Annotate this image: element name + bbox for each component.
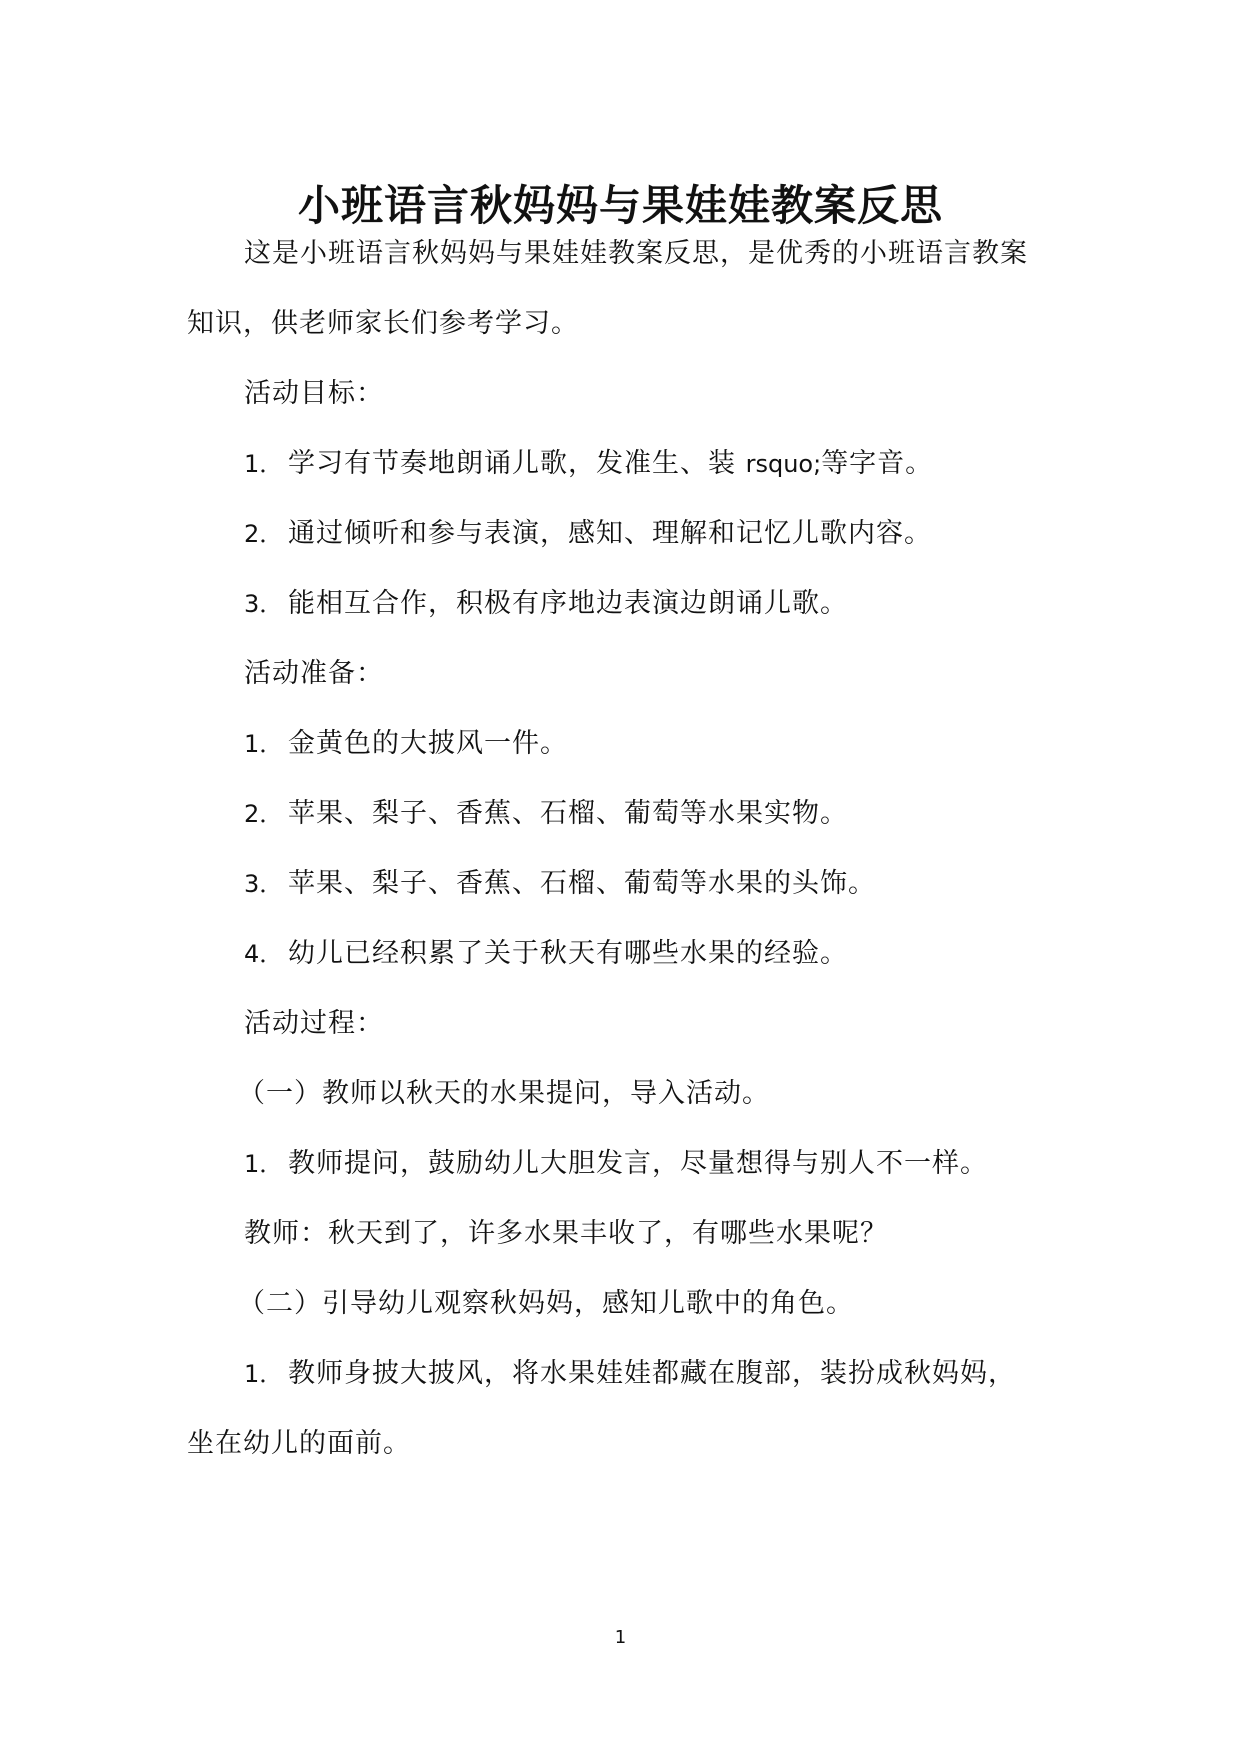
process-section-2-item-1-text: 教师身披大披风，将水果娃娃都藏在腹部，装扮成秋妈妈， — [288, 1358, 1016, 1389]
goal-item-3-number: 3． — [244, 590, 284, 618]
goal-item-1-latin-text: rsquo; — [745, 450, 822, 478]
goal-item-1-number: 1． — [244, 450, 284, 478]
process-heading: 活动过程： — [244, 1008, 384, 1039]
process-section-1-item-1-number: 1． — [244, 1150, 284, 1178]
page-number: 1 — [614, 1627, 627, 1648]
goal-item-2 — [244, 516, 932, 552]
process-section-1-item-1 — [244, 1146, 988, 1182]
preparation-item-4-text: 幼儿已经积累了关于秋天有哪些水果的经验。 — [288, 938, 848, 969]
process-section-1-heading: （一）教师以秋天的水果提问，导入活动。 — [238, 1078, 770, 1109]
process-section-2-item-1-continuation: 坐在幼儿的面前。 — [187, 1428, 411, 1459]
process-section-1-item-1-text: 教师提问，鼓励幼儿大胆发言，尽量想得与别人不一样。 — [288, 1148, 988, 1179]
preparation-item-2 — [244, 796, 848, 832]
intro-line-1: 这是小班语言秋妈妈与果娃娃教案反思，是优秀的小班语言教案 — [244, 238, 1028, 269]
preparation-item-3-number: 3． — [244, 870, 284, 898]
goal-item-1-text-before: 学习有节奏地朗诵儿歌，发准生、装 — [288, 448, 746, 479]
process-section-2-heading: （二）引导幼儿观察秋妈妈，感知儿歌中的角色。 — [238, 1288, 854, 1319]
preparation-item-2-text: 苹果、梨子、香蕉、石榴、葡萄等水果实物。 — [288, 798, 848, 829]
goal-item-2-text: 通过倾听和参与表演，感知、理解和记忆儿歌内容。 — [288, 518, 932, 549]
process-section-2-item-1-number: 1． — [244, 1360, 284, 1388]
document-title: 小班语言秋妈妈与果娃娃教案反思 — [297, 181, 943, 231]
teacher-quote: 教师：秋天到了，许多水果丰收了，有哪些水果呢？ — [244, 1218, 888, 1249]
preparation-item-3 — [244, 866, 876, 902]
preparation-item-3-text: 苹果、梨子、香蕉、石榴、葡萄等水果的头饰。 — [288, 868, 876, 899]
preparation-item-2-number: 2． — [244, 800, 284, 828]
process-section-2-item-1 — [244, 1356, 1016, 1392]
goal-item-1 — [244, 446, 933, 482]
preparation-item-4-number: 4． — [244, 940, 284, 968]
preparation-item-1-text: 金黄色的大披风一件。 — [288, 728, 568, 759]
goal-item-3-text: 能相互合作，积极有序地边表演边朗诵儿歌。 — [288, 588, 848, 619]
preparation-heading: 活动准备： — [244, 658, 384, 689]
intro-line-2: 知识，供老师家长们参考学习。 — [187, 308, 579, 339]
preparation-item-1 — [244, 726, 568, 762]
goal-item-1-text-after: 等字音。 — [821, 448, 934, 479]
goal-item-3 — [244, 586, 848, 622]
goals-heading: 活动目标： — [244, 378, 384, 409]
preparation-item-4 — [244, 936, 848, 972]
preparation-item-1-number: 1． — [244, 730, 284, 758]
goal-item-2-number: 2． — [244, 520, 284, 548]
